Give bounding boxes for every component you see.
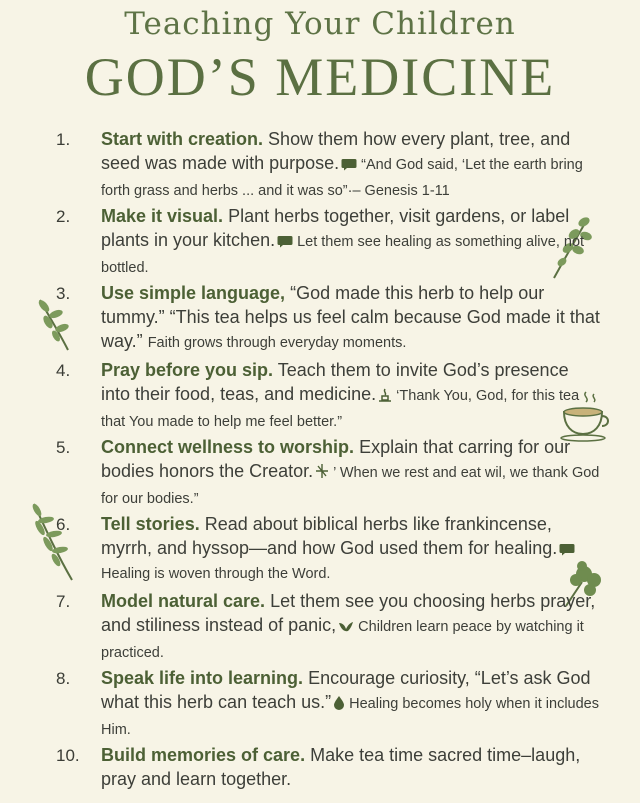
step-lead: Connect wellness to worship.	[101, 437, 355, 457]
step-text: Read about biblical herbs like frankincense, myrrh, and hyssop—and how God used them for healing.	[101, 514, 558, 558]
step-number: 2.	[56, 207, 71, 226]
step-note: Children learn peace by watching it practiced.	[101, 619, 584, 661]
list-item	[0, 358, 640, 435]
bird-icon	[338, 620, 354, 633]
step-text: Explain that carring for our bodies honors the Creator.	[101, 437, 571, 481]
step-number: 8.	[56, 669, 71, 688]
step-text: Let them see you choosing herbs prayer, and stiliness instead of panic,	[101, 591, 596, 635]
step-main	[101, 435, 600, 511]
step-note: ’ When we rest and eat wil, we thank God for our bodies.”	[101, 465, 600, 507]
speech-bubble-icon	[341, 158, 357, 171]
step-lead: Model natural care.	[101, 591, 266, 611]
step-text: Make tea time sacred time–laugh, pray and learn together.	[101, 745, 581, 789]
header	[0, 0, 640, 106]
step-note: Let them see healing as something alive, not bottled.	[101, 234, 585, 276]
step-number: 10.	[56, 746, 80, 765]
step-lead: Speak life into learning.	[101, 668, 304, 688]
step-lead: Build memories of care.	[101, 745, 306, 765]
speech-bubble-icon	[559, 543, 575, 556]
step-main	[101, 666, 600, 742]
step-main	[101, 743, 600, 791]
speech-bubble-icon	[277, 235, 293, 248]
step-main	[101, 512, 600, 586]
page-title: GOD’S MEDICINE	[84, 47, 556, 107]
list-item	[0, 512, 640, 589]
step-number: 6.	[56, 515, 71, 534]
list-item	[0, 589, 640, 666]
step-number: 4.	[56, 361, 71, 380]
step-main	[101, 358, 600, 434]
step-number: 1.	[56, 130, 71, 149]
step-note: “And God said, ‘Let the earth bring forth grass and herbs ... and it was so”·– Genesis 1-11	[101, 157, 583, 199]
drop-icon	[333, 695, 345, 710]
step-text: Show them how every plant, tree, and seed was made with purpose.	[101, 129, 571, 173]
step-text: Plant herbs together, visit gardens, or label plants in your kitchen.	[101, 206, 570, 250]
step-lead: Pray before you sip.	[101, 360, 274, 380]
step-note: ‘Thank You, God, for this tea that You made to help me feel better.”	[101, 388, 580, 430]
list-item	[0, 204, 640, 281]
step-lead: Start with creation.	[101, 129, 264, 149]
list-item	[0, 435, 640, 512]
step-lead: Tell stories.	[101, 514, 200, 534]
step-main	[101, 204, 600, 280]
step-number: 5.	[56, 438, 71, 457]
step-main	[101, 589, 600, 665]
page-kicker: Teaching Your Children	[124, 6, 516, 42]
step-note: Healing becomes holy when it includes Him.	[101, 696, 599, 738]
step-lead: Use simple language,	[101, 283, 286, 303]
step-text: Encourage curiosity, “Let’s ask God what this herb can teach us.”	[101, 668, 591, 712]
step-number: 7.	[56, 592, 71, 611]
step-main	[101, 127, 600, 203]
sparkle-icon	[315, 463, 329, 479]
candle-icon	[378, 388, 392, 402]
step-lead: Make it visual.	[101, 206, 224, 226]
step-number: 3.	[56, 284, 71, 303]
list-item	[0, 666, 640, 743]
steps-list	[0, 127, 640, 803]
step-text: “God made this herb to help our tummy.” “This tea helps us feel calm because God made it that way.”	[101, 283, 600, 351]
step-text: Teach them to invite God’s presence into their food, teas, and medicine.	[101, 360, 569, 404]
list-item	[0, 127, 640, 204]
step-note: Faith grows through everyday moments.	[147, 335, 407, 351]
list-item	[0, 743, 640, 803]
step-main	[101, 281, 600, 355]
step-note: Healing is woven through the Word.	[101, 566, 331, 582]
list-item	[0, 281, 640, 358]
